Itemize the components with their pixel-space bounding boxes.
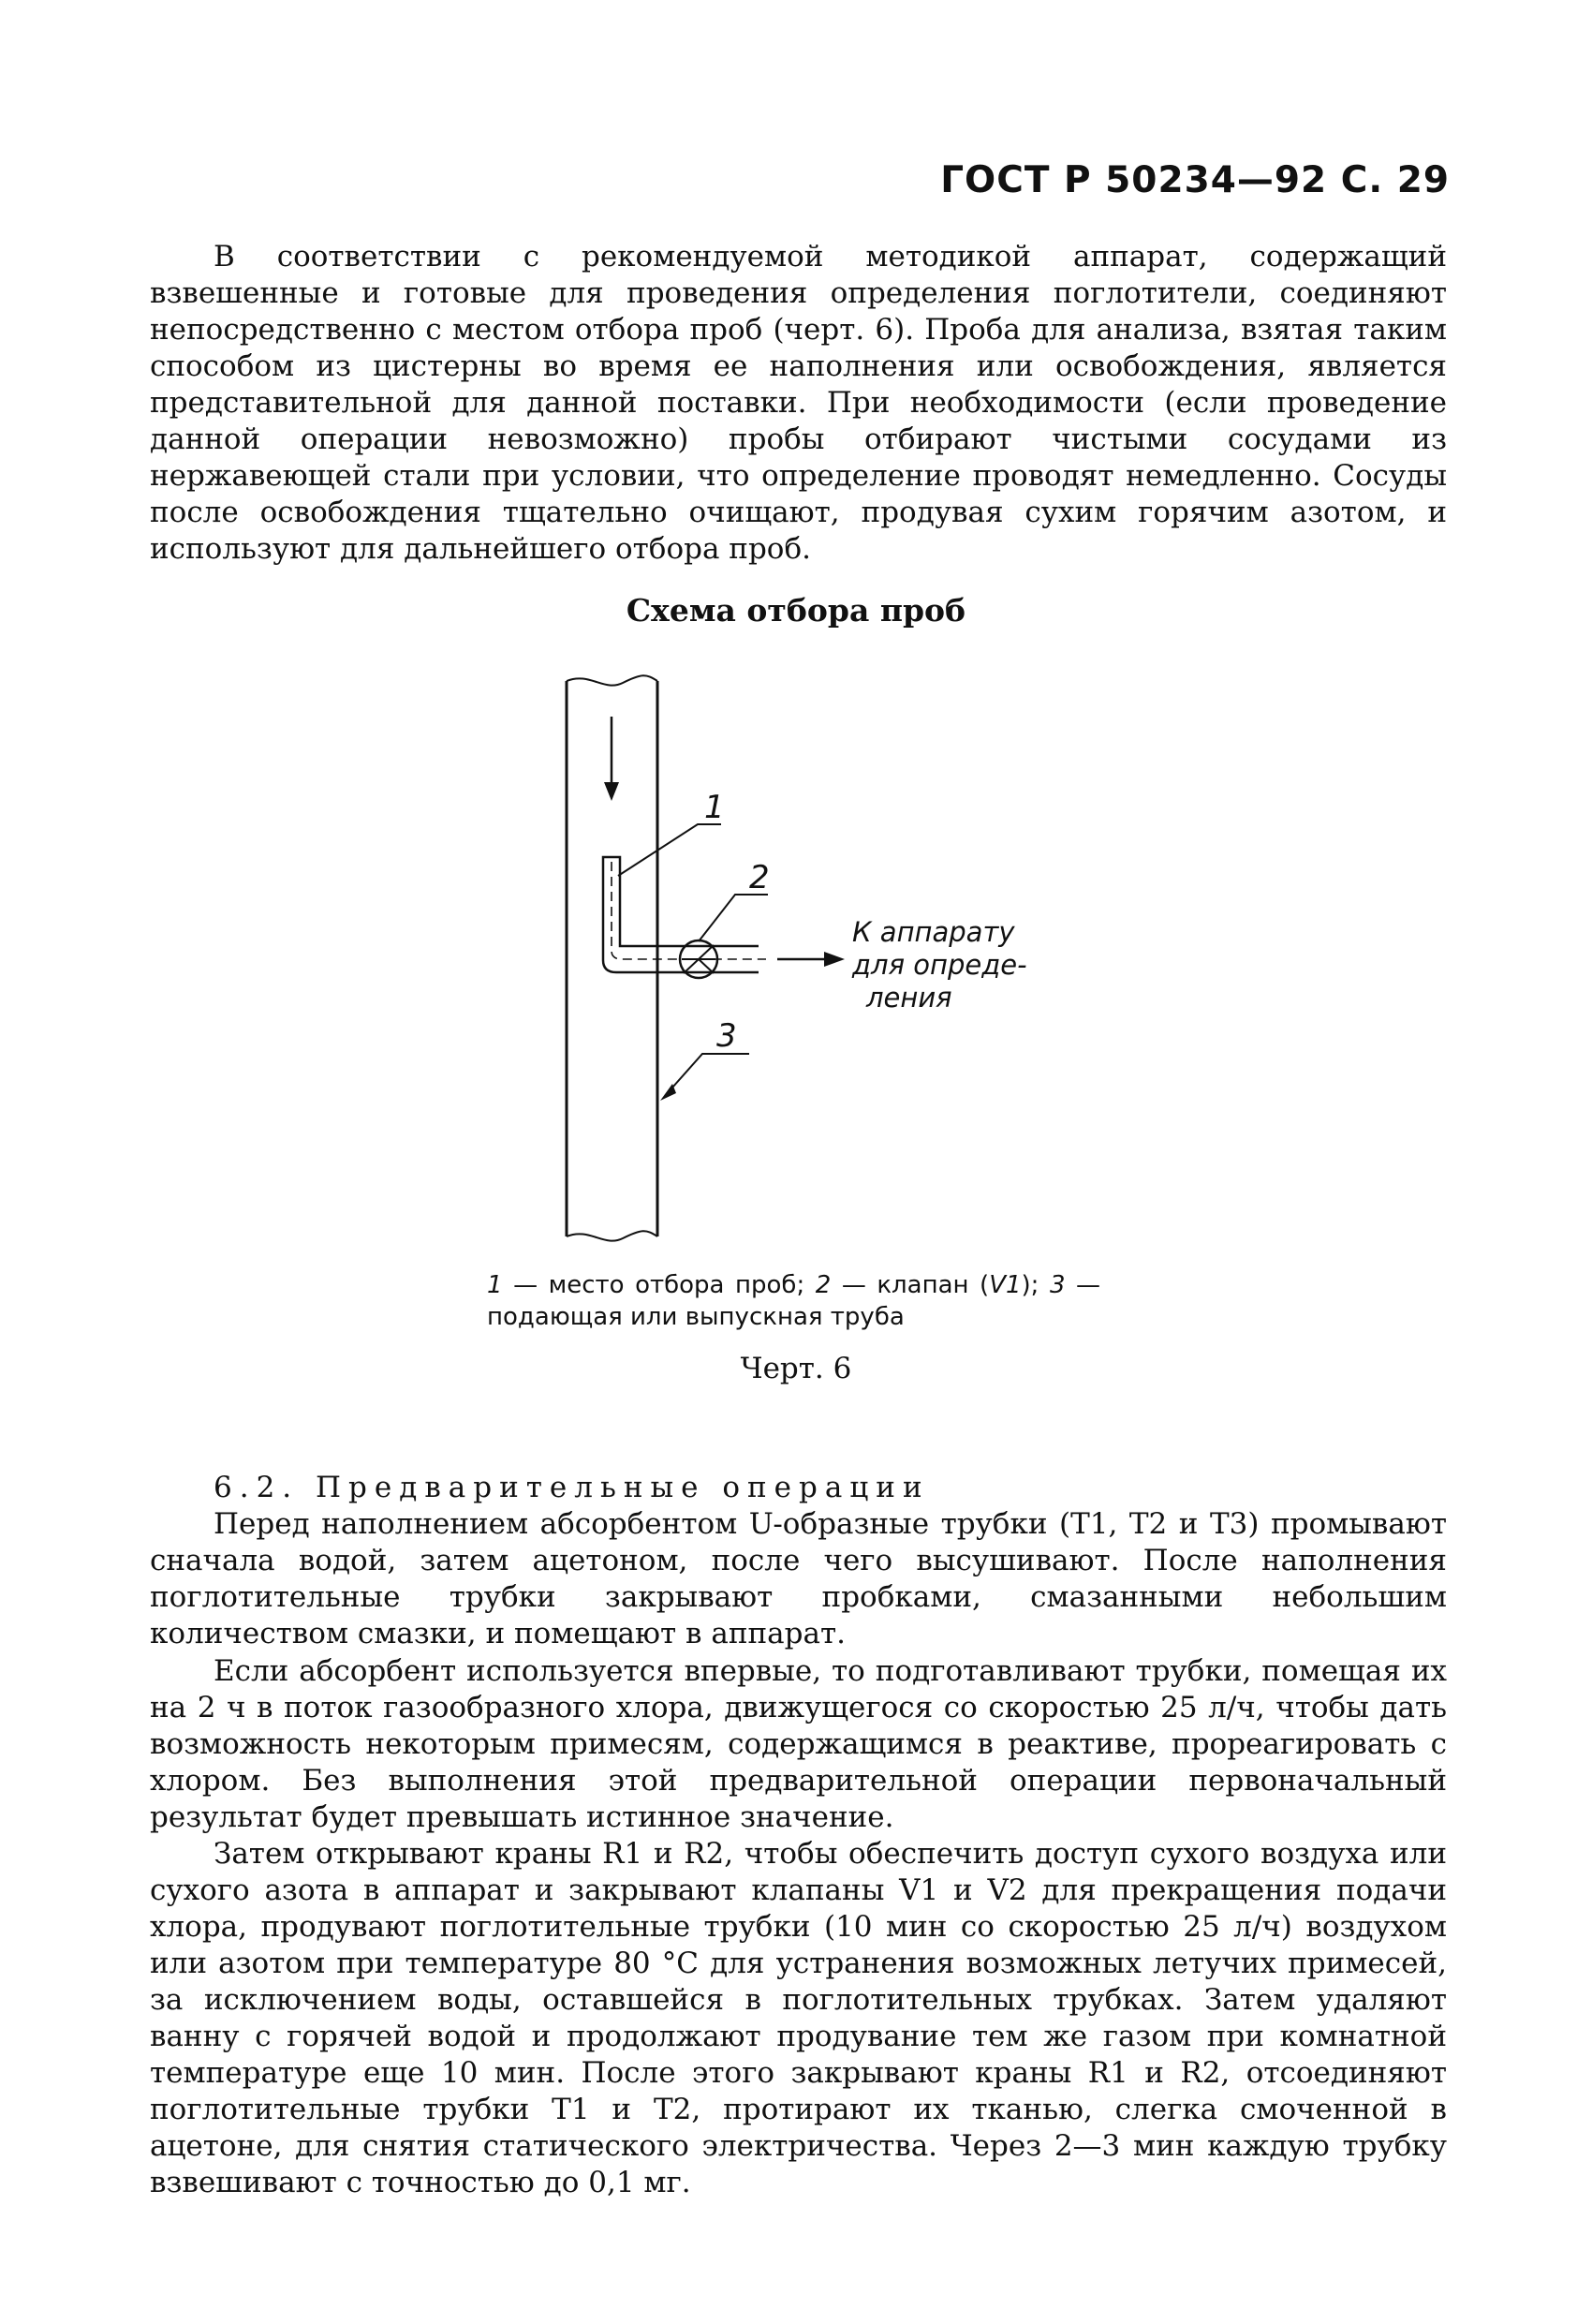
sampling-tube (603, 857, 674, 960)
arrow-label-line-3: ления (866, 982, 952, 1014)
section-paragraph-1: Перед наполнением абсорбентом U-образные трубки (T1, T2 и T3) промывают сначала водой, затем ацетоном, после чего высушивают. После наполнения поглотительные трубки закрывают пробками, смазанными небольшим количеством смазки, и помещают в аппарат. (150, 1507, 1447, 1650)
page-header-doc-ref: ГОСТ Р 50234—92 С. 29 (940, 159, 1450, 201)
sampling-diagram (524, 660, 1105, 1260)
intro-paragraph: В соответствии с рекомендуемой методикой аппарат, содержащий взвешенные и готовые для проведения определения поглотители, соединяют непосредственно с местом отбора проб (черт. 6). Проба для анализа, взятая таким способом из цистерны во время ее наполнения или освобождения, является представительной для данной поставки. При необходимости (если проведение данной операции невозможно) пробы отбирают чистыми сосудами из нержавеющей стали при условии, что определение проводят немедленно. Сосуды после освобождения тщательно очищают, продувая сухим горячим азотом, и используют для дальнейшего отбора проб. (150, 240, 1447, 566)
legend-text-3: ); (1021, 1271, 1050, 1299)
legend-text-4: — подающая или выпускная труба (487, 1271, 1101, 1331)
legend-num-2: 2 (815, 1271, 832, 1299)
section-paragraph-3: Затем открывают краны R1 и R2, чтобы обеспечить доступ сухого воздуха или сухого азота в аппарат и закрывают клапаны V1 и V2 для прекращения подачи хлора, продувают поглотительные трубки (10 мин со скоростью 25 л/ч) воздухом или азотом при температуре 80 °С для устранения возможных летучих примесей, за исключением воды, оставшейся в поглотительных трубках. Затем удаляют ванну с горячей водой и продолжают продувание тем же газом при комнатной температуре еще 10 мин. После этого закрывают краны R1 и R2, отсоединяют поглотительные трубки T1 и T2, протирают их тканью, слегка смоченной в ацетоне, для снятия статического электричества. Через 2—3 мин каждую трубку взвешивают с точностью до 0,1 мг. (150, 1837, 1447, 2199)
arrow-label-line-2: для опреде- (852, 949, 1027, 981)
callout-2: 2 (749, 859, 770, 896)
legend-text-2: — клапан ( (831, 1271, 990, 1299)
figure-legend (487, 1269, 1100, 1333)
legend-valve-code: V1 (989, 1271, 1022, 1299)
figure-title: Схема отбора проб (626, 592, 966, 629)
legend-num-3: 3 (1049, 1271, 1066, 1299)
legend-text-1: — место отбора проб; (502, 1271, 816, 1299)
callout-1: 1 (704, 789, 725, 826)
section-paragraph-2: Если абсорбент используется впервые, то подготавливают трубки, помещая их на 2 ч в поток газообразного хлора, движущегося со скоростью 25 л/ч, чтобы дать возможность некоторым примесям, содержащимся в реактиве, прореагировать с хлором. Без выполнения этой предварительной операции первоначальный результат будет превышать истинное значение. (150, 1654, 1447, 1834)
figure-caption: Черт. 6 (740, 1352, 852, 1385)
section-heading: 6.2. Предварительные операции (214, 1471, 930, 1504)
legend-num-1: 1 (487, 1271, 503, 1299)
callout-3: 3 (716, 1017, 737, 1055)
arrow-label-line-1: К аппарату (852, 916, 1015, 948)
